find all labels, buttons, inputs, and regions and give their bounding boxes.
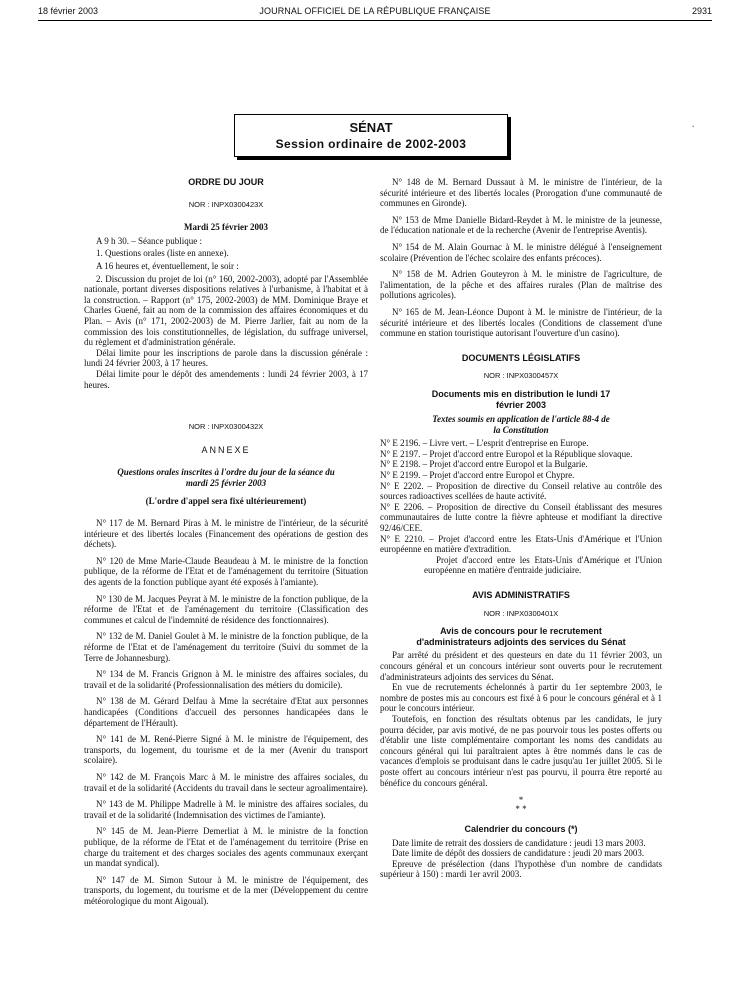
header-journal: JOURNAL OFFICIEL DE LA RÉPUBLIQUE FRANÇAISE xyxy=(259,6,491,16)
document-item: N° E 2197. – Projet d'accord entre Europol et la République slovaque. xyxy=(380,448,633,459)
separator-stars-top: * xyxy=(518,795,524,806)
document-item: N° E 2196. – Livre vert. – L'esprit d'entreprise en Europe. xyxy=(380,438,589,449)
margin-mark: ‘ xyxy=(692,124,695,132)
question-item: N° 154 de M. Alain Gournac à M. le ministre délégué à l'enseignement scolaire (Prévention de l'échec scolaire des enfants précoces). xyxy=(380,241,662,263)
documents-list xyxy=(380,438,662,576)
question-item: N° 130 de M. Jacques Peyrat à M. le ministre de la fonction publique, de la réforme de l'Etat et de l'aménagement du territoire (Classification des communes et calcul de l'indemnité de résidence des fonctionnaires). xyxy=(84,593,368,625)
separator-stars-bottom: * * xyxy=(515,804,527,815)
delai-amendements: Délai limite pour le dépôt des amendements : lundi 24 février 2003, à 17 heures. xyxy=(84,368,368,390)
calendrier-item: Date limite de dépôt des dossiers de candidature : jeudi 20 mars 2003. xyxy=(392,848,645,859)
avis-paragraph: Par arrêté du président et des questeurs en date du 11 février 2003, un concours général et un concours intérieur sont ouverts pour le recrutement d'administrateurs adjoints des services du Sénat. xyxy=(380,650,662,682)
header-date: 18 février 2003 xyxy=(38,6,99,16)
header-page-number: 2931 xyxy=(691,6,712,16)
annexe-heading: ANNEXE xyxy=(201,444,251,455)
ordre-du-jour-title: ORDRE DU JOUR xyxy=(188,177,264,187)
delai-inscriptions: Délai limite pour les inscriptions de parole dans la discussion générale : lundi 24 février 2003, à 17 heures. xyxy=(84,347,368,369)
question-item: N° 117 de M. Bernard Piras à M. le ministre de l'intérieur, de la sécurité intérieure et des libertés locales (Financement des opérations de gestion des déchets). xyxy=(84,518,368,550)
calendrier-item: Date limite de retrait des dossiers de candidature : jeudi 13 mars 2003. xyxy=(392,837,646,848)
question-item: N° 141 de M. René-Pierre Signé à M. le ministre de l'équipement, des transports, du logement, du tourisme et de la mer (Avenir du transport scolaire). xyxy=(84,734,368,766)
questions-orales-item: 1. Questions orales (liste en annexe). xyxy=(96,248,229,259)
question-item: N° 145 de M. Jean-Pierre Demerliat à M. le ministre de la fonction publique, de la réforme de l'Etat et de l'aménagement du territoire (Prise en charge du traitement et des charges sociales des agents communaux exerçant un mandat syndical). xyxy=(84,826,368,869)
questions-list-right xyxy=(380,177,662,339)
right-column xyxy=(380,177,662,880)
avis-paragraph: En vue de recrutements échelonnés à partir du 1er septembre 2003, le nombre de postes mis au concours est fixé à 6 pour le concours général et à 1 pour le concours intérieur. xyxy=(380,682,662,714)
title-session: Session ordinaire de 2002-2003 xyxy=(275,137,467,151)
left-column xyxy=(84,177,368,912)
document-item: N° E 2198. – Projet d'accord entre Europol et la Bulgarie. xyxy=(380,459,588,470)
documents-legislatifs-title: DOCUMENTS LÉGISLATIFS xyxy=(461,352,581,363)
discussion-projet: 2. Discussion du projet de loi (n° 160, 2002-2003), adopté par l'Assemblée nationale, portant diverses dispositions relatives à l'urbanisme, à l'habitat et à la construction. – Rapport (n° 175, 2002-2003) de MM. Dominique Braye et Charles Guené, fait au nom de la commission des affaires économiques et du Plan. – Avis (n° 171, 2002-2003) de M. Pierre Jarlier, fait au nom de la commission des lois constitutionnelles, de législation, du suffrage universel, du règlement et d'administration générale. xyxy=(84,273,368,348)
document-item: N° E 2206. – Proposition de directive du Conseil établissant des mesures communautaires de lutte contre la fièvre aphteuse et modifiant la directive 92/46/CEE. xyxy=(380,501,662,534)
question-item: N° 147 de M. Simon Sutour à M. le ministre de l'équipement, des transports, du logement, du tourisme et de la mer (Développement du centre météorologique du mont Aigoual). xyxy=(84,874,368,906)
document-item: N° E 2199. – Projet d'accord entre Europol et Chypre. xyxy=(380,470,575,481)
ordre-appel-note: (L'ordre d'appel sera fixé ultérieurement) xyxy=(145,496,307,507)
question-item: N° 134 de M. Francis Grignon à M. le ministre des affaires sociales, du travail et de la solidarité (Professionnalisation des métiers du domicile). xyxy=(84,669,368,690)
question-item: N° 132 de M. Daniel Goulet à M. le ministre de la fonction publique, de la réforme de l'Etat et de l'aménagement du territoire (Suivi du sommet de la Terre de Johannesburg). xyxy=(84,631,368,663)
header-divider xyxy=(38,20,712,21)
avis-concours-subtitle: Avis de concours pour le recrutement d'administrateurs adjoints des services du Sénat xyxy=(416,626,626,647)
question-item: N° 148 de M. Bernard Dussaut à M. le ministre de l'intérieur, de la sécurité intérieure et des libertés locales (Prorogation d'une communauté de communes en Gironde). xyxy=(380,177,662,209)
question-item: N° 153 de Mme Danielle Bidard-Reydet à M. le ministre de la jeunesse, de l'éducation nationale et de la recherche (Avenir de l'entreprise Aventis). xyxy=(380,214,662,236)
avis-administratifs-title: AVIS ADMINISTRATIFS xyxy=(472,590,570,600)
calendrier-title: Calendrier du concours (*) xyxy=(464,824,578,835)
question-item: N° 143 de M. Philippe Madrelle à M. le ministre des affaires sociales, du travail et de la solidarité (Indemnisation des victimes de l'amiante). xyxy=(84,799,368,820)
nor-documents: NOR : INPX0300457X xyxy=(483,371,559,381)
questions-list-left xyxy=(84,518,368,906)
questions-orales-title: Questions orales inscrites à l'ordre du jour de la séance du mardi 25 février 2003 xyxy=(117,467,335,488)
question-item: N° 138 de M. Gérard Delfau à Mme la secrétaire d'Etat aux personnes handicapées (Conditions d'accueil des personnes handicapées dans le département de l'Hérault). xyxy=(84,696,368,728)
textes-article-88-4: Textes soumis en application de l'article 88-4 de la Constitution xyxy=(432,414,610,435)
session-date: Mardi 25 février 2003 xyxy=(183,222,269,233)
calendrier-item: Epreuve de présélection (dans l'hypothèse d'un nombre de candidats supérieur à 150) : mardi 1er avril 2003. xyxy=(380,858,662,880)
question-item: N° 158 de M. Adrien Gouteyron à M. le ministre de l'agriculture, de l'alimentation, de la pêche et des affaires rurales (Plan de maîtrise des pollutions agricoles). xyxy=(380,269,662,301)
nor-annexe: NOR : INPX0300432X xyxy=(188,422,264,432)
document-item: N° E 2202. – Proposition de directive du Conseil relative au contrôle des sources radioactives scellées de haute activité. xyxy=(380,480,662,502)
document-item-extra: Projet d'accord entre les Etats-Unis d'Amérique et l'Union européenne en matière d'entraide judiciaire. xyxy=(424,554,662,576)
question-item: N° 165 de M. Jean-Léonce Dupont à M. le ministre de l'intérieur, de la sécurité intérieure et des libertés locales (Conditions de classement d'une commune en station touristique autorisant l'ouverture d'un casino). xyxy=(380,306,662,339)
seance-16h: A 16 heures et, éventuellement, le soir : xyxy=(96,260,239,271)
page-header xyxy=(38,6,712,20)
nor-ordre: NOR : INPX0300423X xyxy=(188,199,264,209)
question-item: N° 120 de Mme Marie-Claude Beaudeau à M. le ministre de la fonction publique, de la réforme de l'Etat et de l'aménagement du territoire (Situation des agents de la fonction publique ayant été exposés à l'amiante). xyxy=(84,555,368,588)
title-box xyxy=(234,114,508,157)
question-item: N° 142 de M. François Marc à M. le ministre des affaires sociales, du travail et de la solidarité (Accidents du travail dans le secteur agroalimentaire). xyxy=(84,771,368,793)
document-item: N° E 2210. – Projet d'accord entre les Etats-Unis d'Amérique et l'Union européenne en matière d'extradition. xyxy=(380,533,662,555)
seance-9h30: A 9 h 30. – Séance publique : xyxy=(96,235,202,246)
title-senat: SÉNAT xyxy=(349,120,393,135)
avis-paragraphs xyxy=(380,650,662,788)
nor-avis: NOR : INPX0300401X xyxy=(483,608,559,618)
avis-paragraph: Toutefois, en fonction des résultats obtenus par les candidats, le jury pourra décider, par avis motivé, de ne pas pourvoir tous les postes offerts ou d'établir une liste complémentaire comportant les noms des candidats au concours général qui lui paraîtraient aptes à être nommés dans le cas de vacances d'emplois se produisant dans le cadre jusqu'au 1er juillet 2005. Si le poste offert au concours intérieur n'est pas pourvu, il pourra être reporté au bénéfice du concours général. xyxy=(380,713,662,788)
calendrier-list xyxy=(380,838,662,880)
documents-distribution-subtitle: Documents mis en distribution le lundi 17 février 2003 xyxy=(431,388,611,410)
